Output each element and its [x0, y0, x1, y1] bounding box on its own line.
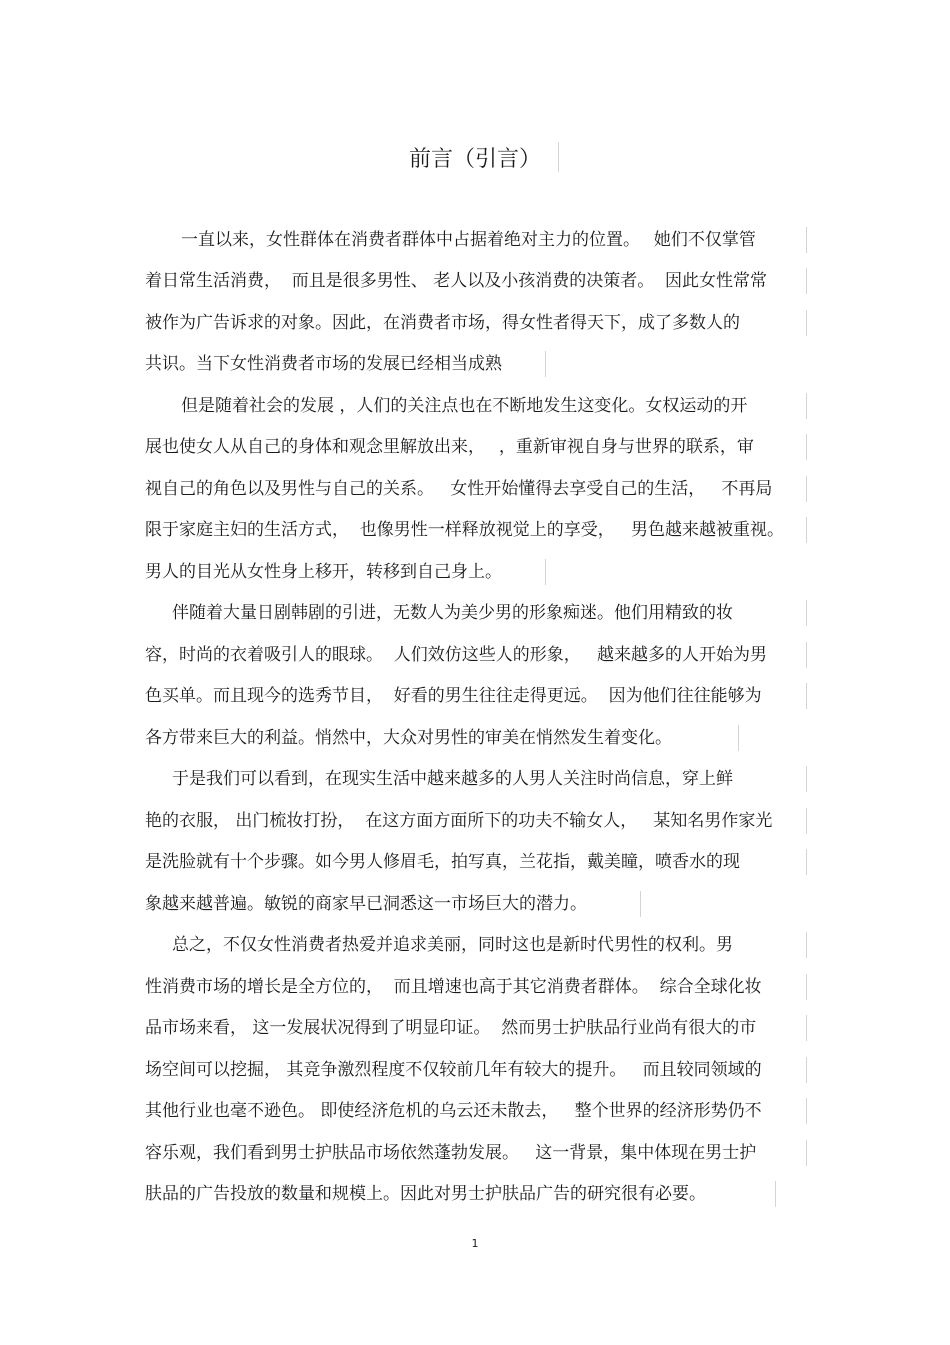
body-line: 一直以来，女性群体在消费者群体中占据着绝对主力的位置。 她们不仅掌管	[181, 230, 756, 250]
text-boundary-marker	[806, 808, 807, 834]
text-boundary-marker	[806, 974, 807, 1000]
body-line: 容乐观，我们看到男士护肤品市场依然蓬勃发展。 这一背景，集中体现在男士护	[145, 1143, 757, 1163]
text-boundary-marker	[806, 932, 807, 958]
body-line: 其他行业也毫不逊色。 即使经济危机的乌云还未散去， 整个世界的经济形势仍不	[145, 1101, 762, 1121]
text-boundary-marker	[806, 766, 807, 792]
text-boundary-marker	[806, 227, 807, 253]
body-line: 色买单。而且现今的选秀节目， 好看的男生往往走得更远。 因为他们往往能够为	[145, 686, 762, 706]
text-boundary-marker	[806, 600, 807, 626]
body-line: 展也使女人从自己的身体和观念里解放出来， ，重新审视自身与世界的联系，审	[145, 437, 754, 457]
body-line: 视自己的角色以及男性与自己的关系。 女性开始懂得去享受自己的生活， 不再局	[145, 479, 773, 499]
body-line: 男人的目光从女性身上移开，转移到自己身上。	[145, 562, 502, 582]
body-line: 是洗脸就有十个步骤。如今男人修眉毛，拍写真，兰花指，戴美瞳，喷香水的现	[145, 852, 740, 872]
text-boundary-marker	[806, 517, 807, 543]
text-boundary-marker	[806, 310, 807, 336]
body-line: 品市场来看， 这一发展状况得到了明显印证。 然而男士护肤品行业尚有很大的市	[145, 1018, 757, 1038]
body-line: 象越来越普遍。敏锐的商家早已洞悉这一市场巨大的潜力。	[145, 894, 587, 914]
text-boundary-marker	[640, 891, 641, 917]
body-line: 容，时尚的衣着吸引人的眼球。 人们效仿这些人的形象， 越来越多的人开始为男	[145, 645, 768, 665]
text-boundary-marker	[775, 1181, 776, 1207]
text-boundary-marker	[545, 559, 546, 585]
body-line: 各方带来巨大的利益。悄然中，大众对男性的审美在悄然发生着变化。	[145, 728, 672, 748]
body-line: 被作为广告诉求的对象。因此，在消费者市场，得女性者得天下，成了多数人的	[145, 313, 740, 333]
text-boundary-marker	[806, 1015, 807, 1041]
text-boundary-marker	[545, 351, 546, 377]
body-line: 艳的衣服， 出门梳妆打扮， 在这方面方面所下的功夫不输女人， 某知名男作家光	[145, 811, 773, 831]
text-boundary-marker	[806, 268, 807, 294]
text-boundary-marker	[806, 1140, 807, 1166]
text-boundary-marker	[806, 476, 807, 502]
text-boundary-marker	[806, 434, 807, 460]
body-line: 共识。当下女性消费者市场的发展已经相当成熟	[145, 354, 502, 374]
body-line: 于是我们可以看到，在现实生活中越来越多的人男人关注时尚信息，穿上鲜	[172, 769, 733, 789]
text-boundary-marker	[806, 1057, 807, 1083]
body-line: 总之，不仅女性消费者热爱并追求美丽，同时这也是新时代男性的权利。男	[172, 935, 733, 955]
body-line: 性消费市场的增长是全方位的， 而且增速也高于其它消费者群体。 综合全球化妆	[145, 977, 762, 997]
body-line: 限于家庭主妇的生活方式， 也像男性一样释放视觉上的享受， 男色越来越被重视。	[145, 520, 785, 540]
text-boundary-marker	[806, 1098, 807, 1124]
text-boundary-marker	[806, 849, 807, 875]
text-boundary-marker	[558, 142, 559, 172]
page-title: 前言（引言）	[408, 147, 541, 172]
body-line: 肤品的广告投放的数量和规模上。因此对男士护肤品广告的研究很有必要。	[145, 1184, 706, 1204]
body-line: 但是随着社会的发展 ，人们的关注点也在不断地发生这变化。女权运动的开	[181, 396, 748, 416]
body-line: 场空间可以挖掘， 其竞争激烈程度不仅较前几年有较大的提升。 而且较同领域的	[145, 1060, 762, 1080]
body-line: 伴随着大量日剧韩剧的引进，无数人为美少男的形象痴迷。他们用精致的妆	[172, 603, 733, 623]
text-boundary-marker	[806, 683, 807, 709]
page-number: 1	[471, 1237, 479, 1250]
text-boundary-marker	[806, 642, 807, 668]
text-boundary-marker	[806, 393, 807, 419]
text-boundary-marker	[738, 725, 739, 751]
body-line: 着日常生活消费， 而且是很多男性、 老人以及小孩消费的决策者。 因此女性常常	[145, 271, 768, 291]
